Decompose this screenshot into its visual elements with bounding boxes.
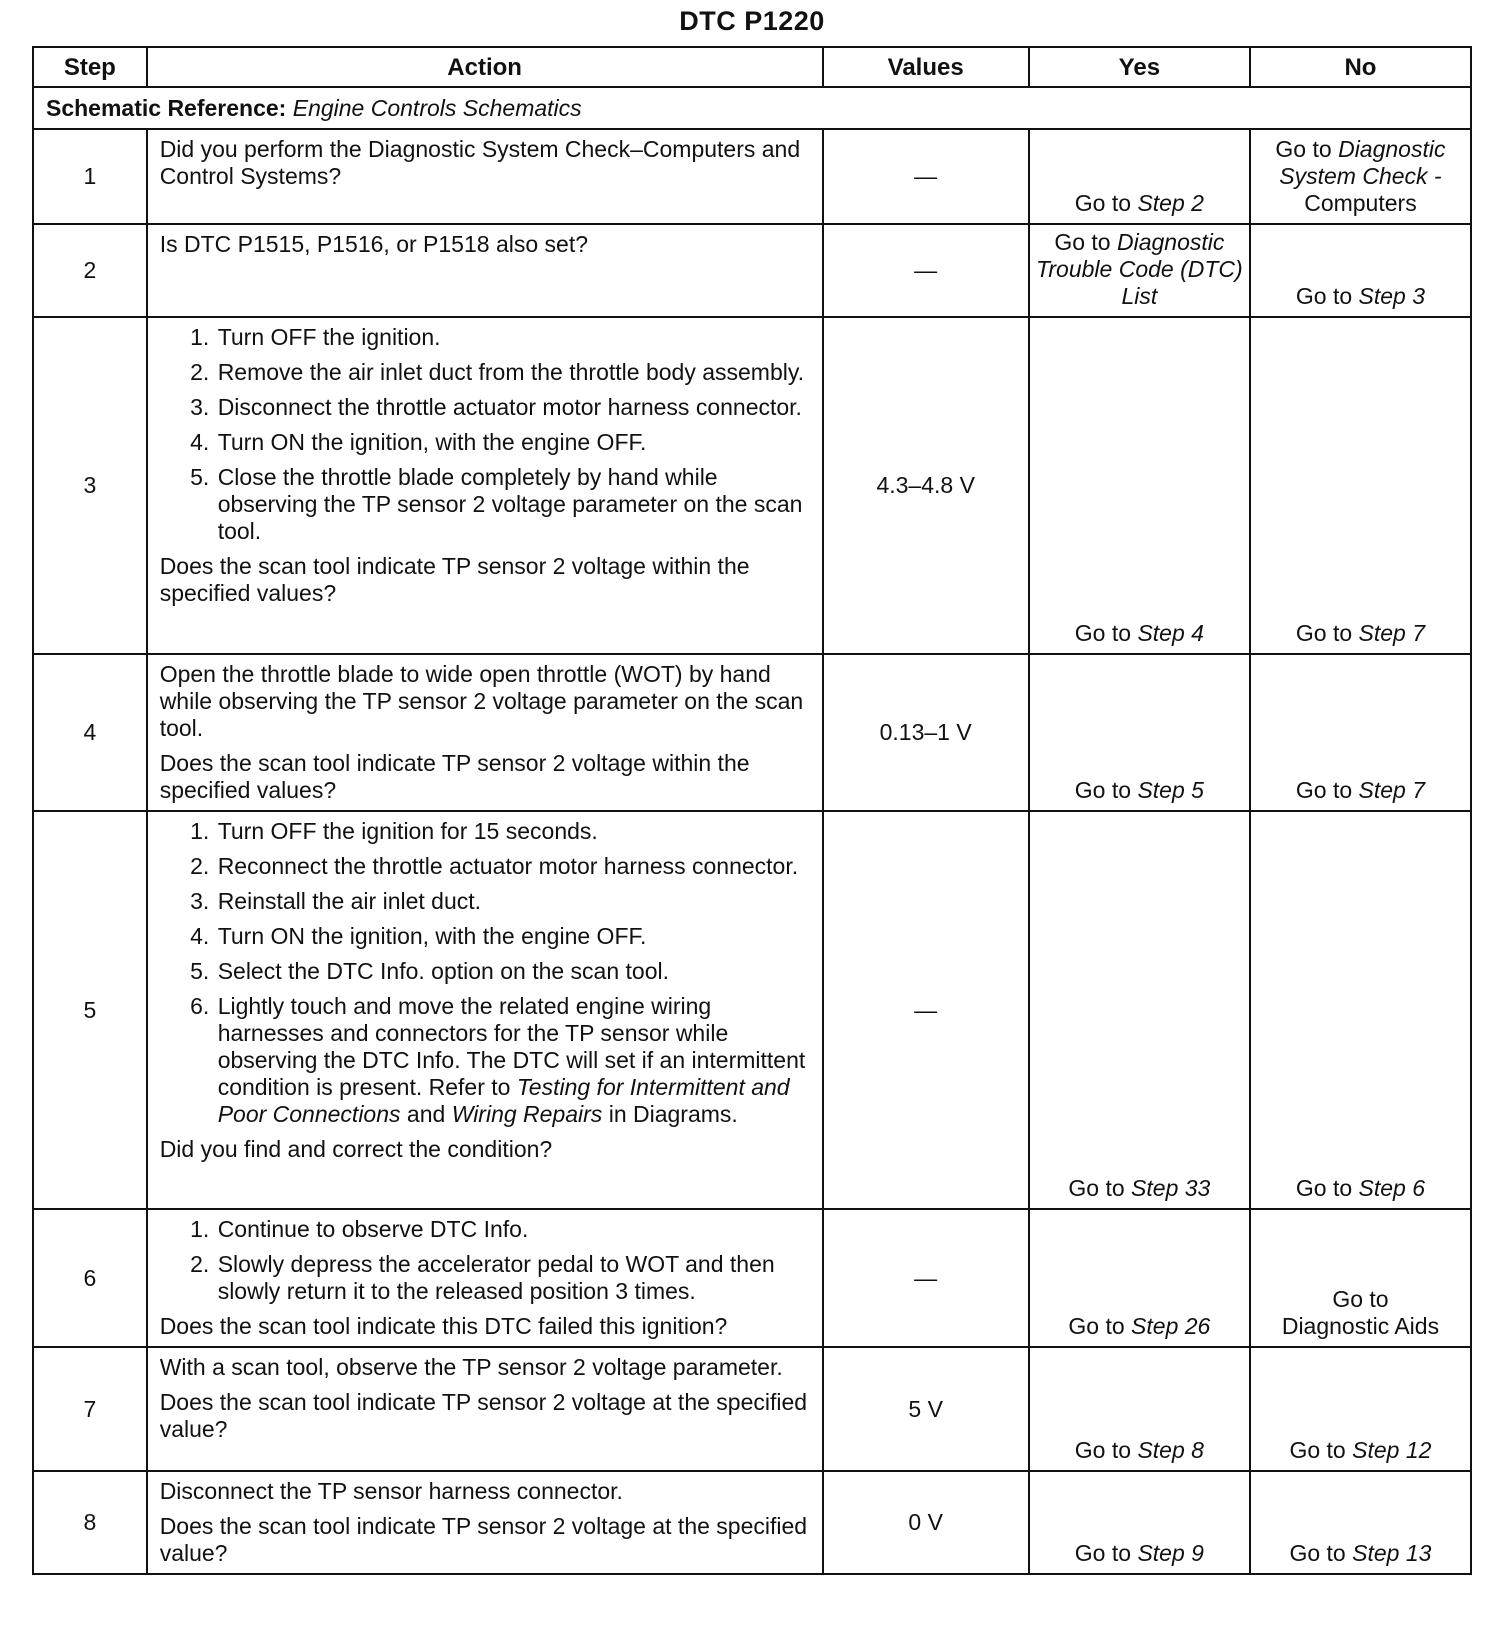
yes-link: Step 26 — [1131, 1313, 1211, 1339]
substep-list — [160, 1216, 812, 1305]
substep-list — [160, 324, 812, 545]
substep-list — [160, 818, 812, 1128]
action-cell — [147, 1347, 823, 1471]
schematic-reference-row — [33, 87, 1471, 129]
go-to-label: Go to — [1295, 777, 1353, 803]
table-row — [33, 1471, 1471, 1574]
go-to-label: Go to — [1289, 1437, 1346, 1463]
substep-text: and — [400, 1101, 452, 1127]
substep: 2. Remove the air inlet duct from the throttle body assembly. — [216, 359, 812, 386]
value-cell: — — [823, 224, 1029, 317]
yes-link: Step 5 — [1137, 777, 1204, 803]
value-cell: 5 V — [823, 1347, 1029, 1471]
header-step: Step — [33, 47, 147, 87]
schematic-label: Schematic Reference: — [46, 94, 287, 121]
no-link-text: Computers — [1304, 190, 1417, 216]
step-number: 8 — [33, 1471, 147, 1574]
go-to-label: Go to — [1295, 283, 1353, 309]
yes-link: Diagnostic Trouble Code (DTC) List — [1036, 229, 1243, 309]
substep: 5. Close the throttle blade completely by hand while observing the TP sensor 2 voltage parameter on the scan tool. — [216, 464, 812, 545]
substep: 2. Reconnect the throttle actuator motor harness connector. — [216, 853, 812, 880]
action-text: Is DTC P1515, P1516, or P1518 also set? — [159, 231, 588, 257]
no-cell — [1250, 224, 1471, 317]
go-to-label: Go to — [1074, 1437, 1132, 1463]
table-row — [33, 1209, 1471, 1347]
yes-cell — [1029, 1347, 1250, 1471]
no-cell — [1250, 654, 1471, 811]
action-text: With a scan tool, observe the TP sensor 2 voltage parameter. — [159, 1354, 783, 1380]
no-cell — [1250, 811, 1471, 1209]
go-to-label: Go to — [1074, 190, 1132, 216]
substep-text: Lightly touch and move the related engine wiring harnesses and connectors for the TP sensor while observing the DTC Info. The DTC will set if an intermittent condition is present. Refer to — [217, 993, 806, 1100]
reference-link: Wiring Repairs — [451, 1101, 603, 1127]
step-number: 6 — [33, 1209, 147, 1347]
no-link: Step 6 — [1358, 1175, 1426, 1201]
yes-link: Step 33 — [1131, 1175, 1211, 1201]
diagnostic-table — [32, 46, 1472, 1575]
header-no: No — [1250, 47, 1471, 87]
header-values: Values — [823, 47, 1029, 87]
value-cell: — — [823, 129, 1029, 224]
go-to-label: Go to — [1289, 1540, 1346, 1566]
yes-cell — [1029, 317, 1250, 654]
no-link: Step 12 — [1352, 1437, 1432, 1463]
go-to-label: Go to — [1074, 620, 1132, 646]
action-cell — [147, 654, 823, 811]
table-row — [33, 1347, 1471, 1471]
substep — [216, 993, 812, 1128]
table-row — [33, 224, 1471, 317]
step-number: 7 — [33, 1347, 147, 1471]
go-to-label: Go to — [1275, 136, 1332, 162]
action-question: Did you find and correct the condition? — [159, 1136, 553, 1162]
action-text: Disconnect the TP sensor harness connector. — [159, 1478, 623, 1504]
schematic-reference — [33, 87, 1471, 129]
table-row — [33, 317, 1471, 654]
header-action: Action — [147, 47, 823, 87]
yes-cell — [1029, 224, 1250, 317]
action-question: Does the scan tool indicate TP sensor 2 voltage within the specified values? — [159, 553, 750, 606]
substep: 4. Turn ON the ignition, with the engine OFF. — [216, 923, 812, 950]
schematic-link: Engine Controls Schematics — [292, 94, 582, 121]
step-number: 4 — [33, 654, 147, 811]
substep: 1. Continue to observe DTC Info. — [216, 1216, 812, 1243]
no-cell — [1250, 1347, 1471, 1471]
go-to-label: Go to — [1068, 1175, 1125, 1201]
no-link: Step 7 — [1358, 777, 1426, 803]
value-cell: — — [823, 811, 1029, 1209]
no-link: Diagnostic System Check - — [1279, 136, 1446, 189]
substep: 2. Slowly depress the accelerator pedal to WOT and then slowly return it to the released position 3 times. — [216, 1251, 812, 1305]
yes-cell — [1029, 654, 1250, 811]
yes-link: Step 4 — [1137, 620, 1204, 646]
no-cell — [1250, 317, 1471, 654]
action-cell — [147, 1471, 823, 1574]
substep: 5. Select the DTC Info. option on the scan tool. — [216, 958, 812, 985]
action-question: Does the scan tool indicate TP sensor 2 voltage at the specified value? — [159, 1513, 808, 1566]
go-to-label: Go to — [1295, 1175, 1353, 1201]
action-question: Does the scan tool indicate this DTC failed this ignition? — [159, 1313, 728, 1339]
substep: 3. Disconnect the throttle actuator motor harness connector. — [216, 394, 812, 421]
header-yes: Yes — [1029, 47, 1250, 87]
header-row — [33, 47, 1471, 87]
substep-text: in Diagrams. — [602, 1101, 738, 1127]
no-link: Step 7 — [1358, 620, 1426, 646]
value-cell: 0.13–1 V — [823, 654, 1029, 811]
action-cell — [147, 317, 823, 654]
substep: 1. Turn OFF the ignition for 15 seconds. — [216, 818, 812, 845]
value-cell: 4.3–4.8 V — [823, 317, 1029, 654]
action-cell — [147, 224, 823, 317]
action-text: Open the throttle blade to wide open throttle (WOT) by hand while observing the TP sensor 2 voltage parameter on the scan tool. — [159, 661, 804, 741]
go-to-label: Go to — [1054, 229, 1111, 255]
go-to-label: Go to — [1068, 1313, 1125, 1339]
no-cell — [1250, 1209, 1471, 1347]
go-to-label: Go to — [1332, 1286, 1389, 1312]
reference-link: Testing for Intermittent and Poor Connections — [217, 1074, 790, 1127]
no-link: Step 13 — [1352, 1540, 1432, 1566]
substep: 1. Turn OFF the ignition. — [216, 324, 812, 351]
action-cell — [147, 1209, 823, 1347]
action-text: Did you perform the Diagnostic System Check–Computers and Control Systems? — [159, 136, 801, 189]
page-title: DTC P1220 — [679, 6, 825, 36]
yes-link: Step 8 — [1137, 1437, 1204, 1463]
go-to-label: Go to — [1295, 620, 1353, 646]
table-row — [33, 654, 1471, 811]
go-to-label: Go to — [1074, 777, 1132, 803]
step-number: 5 — [33, 811, 147, 1209]
action-question: Does the scan tool indicate TP sensor 2 voltage at the specified value? — [159, 1389, 808, 1442]
yes-cell — [1029, 811, 1250, 1209]
go-to-label: Go to — [1074, 1540, 1132, 1566]
yes-link: Step 9 — [1137, 1540, 1204, 1566]
action-question: Does the scan tool indicate TP sensor 2 voltage within the specified values? — [159, 750, 750, 803]
yes-cell — [1029, 1209, 1250, 1347]
step-number: 1 — [33, 129, 147, 224]
step-number: 2 — [33, 224, 147, 317]
yes-cell — [1029, 1471, 1250, 1574]
table-row — [33, 811, 1471, 1209]
value-cell: — — [823, 1209, 1029, 1347]
substep: 3. Reinstall the air inlet duct. — [216, 888, 812, 915]
step-number: 3 — [33, 317, 147, 654]
no-link-text: Diagnostic Aids — [1281, 1313, 1440, 1339]
action-cell — [147, 129, 823, 224]
table-row — [33, 129, 1471, 224]
yes-cell — [1029, 129, 1250, 224]
substep: 4. Turn ON the ignition, with the engine OFF. — [216, 429, 812, 456]
action-cell — [147, 811, 823, 1209]
no-link: Step 3 — [1358, 283, 1426, 309]
no-cell — [1250, 129, 1471, 224]
yes-link: Step 2 — [1137, 190, 1204, 216]
value-cell: 0 V — [823, 1471, 1029, 1574]
no-cell — [1250, 1471, 1471, 1574]
